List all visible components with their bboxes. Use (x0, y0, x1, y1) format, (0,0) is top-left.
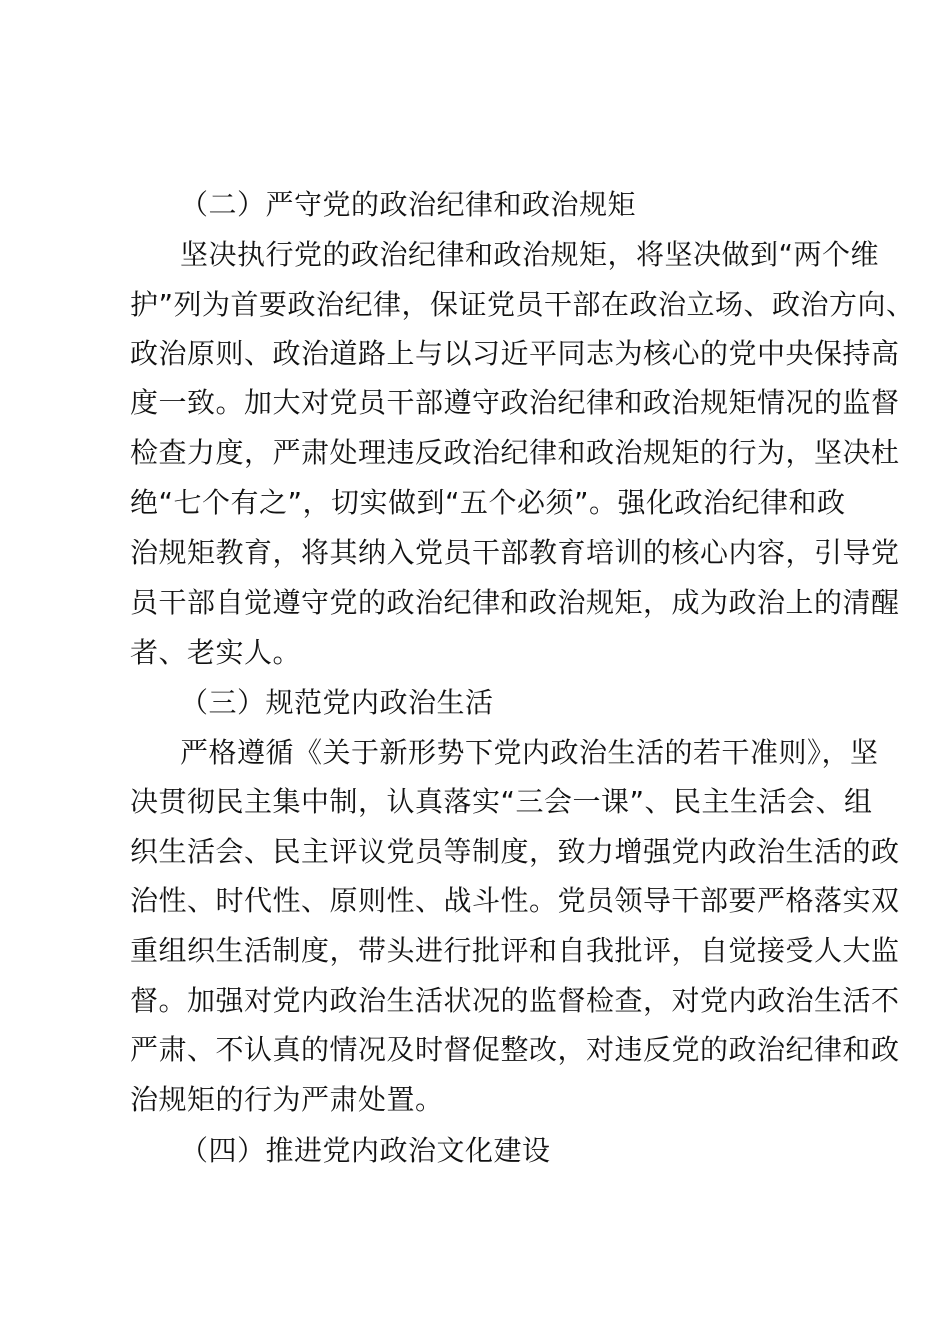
paragraph-line: 政治原则、政治道路上与以习近平同志为核心的党中央保持高 (130, 337, 900, 370)
section-heading-2: （二）严守党的政治纪律和政治规矩 (180, 188, 637, 221)
section-heading-3: （三）规范党内政治生活 (180, 686, 494, 719)
paragraph-line: 绝“七个有之”，切实做到“五个必须”。强化政治纪律和政 (130, 486, 846, 519)
paragraph-line: 督。加强对党内政治生活状况的监督检查，对党内政治生活不 (130, 984, 900, 1017)
paragraph-line: 治性、时代性、原则性、战斗性。党员领导干部要严格落实双 (130, 884, 900, 917)
paragraph-line: 检查力度，严肃处理违反政治纪律和政治规矩的行为，坚决杜 (130, 436, 900, 469)
paragraph-line: 者、老实人。 (130, 636, 302, 669)
paragraph-line: 织生活会、民主评议党员等制度，致力增强党内政治生活的政 (130, 835, 900, 868)
paragraph-line: 治规矩教育，将其纳入党员干部教育培训的核心内容，引导党 (130, 536, 900, 569)
paragraph-line: 重组织生活制度，带头进行批评和自我批评，自觉接受人大监 (130, 934, 900, 967)
paragraph-line: 严格遵循《关于新形势下党内政治生活的若干准则》，坚 (180, 736, 879, 769)
paragraph-line: 决贯彻民主集中制，认真落实“三会一课”、民主生活会、组 (130, 785, 873, 818)
paragraph-line: 治规矩的行为严肃处置。 (130, 1083, 444, 1116)
paragraph-line: 坚决执行党的政治纪律和政治规矩，将坚决做到“两个维 (180, 238, 880, 271)
paragraph-line: 严肃、不认真的情况及时督促整改，对违反党的政治纪律和政 (130, 1033, 900, 1066)
paragraph-line: 护”列为首要政治纪律，保证党员干部在政治立场、政治方向、 (130, 288, 915, 321)
paragraph-line: 度一致。加大对党员干部遵守政治纪律和政治规矩情况的监督 (130, 386, 900, 419)
section-heading-4: （四）推进党内政治文化建设 (180, 1134, 551, 1167)
paragraph-line: 员干部自觉遵守党的政治纪律和政治规矩，成为政治上的清醒 (130, 586, 900, 619)
